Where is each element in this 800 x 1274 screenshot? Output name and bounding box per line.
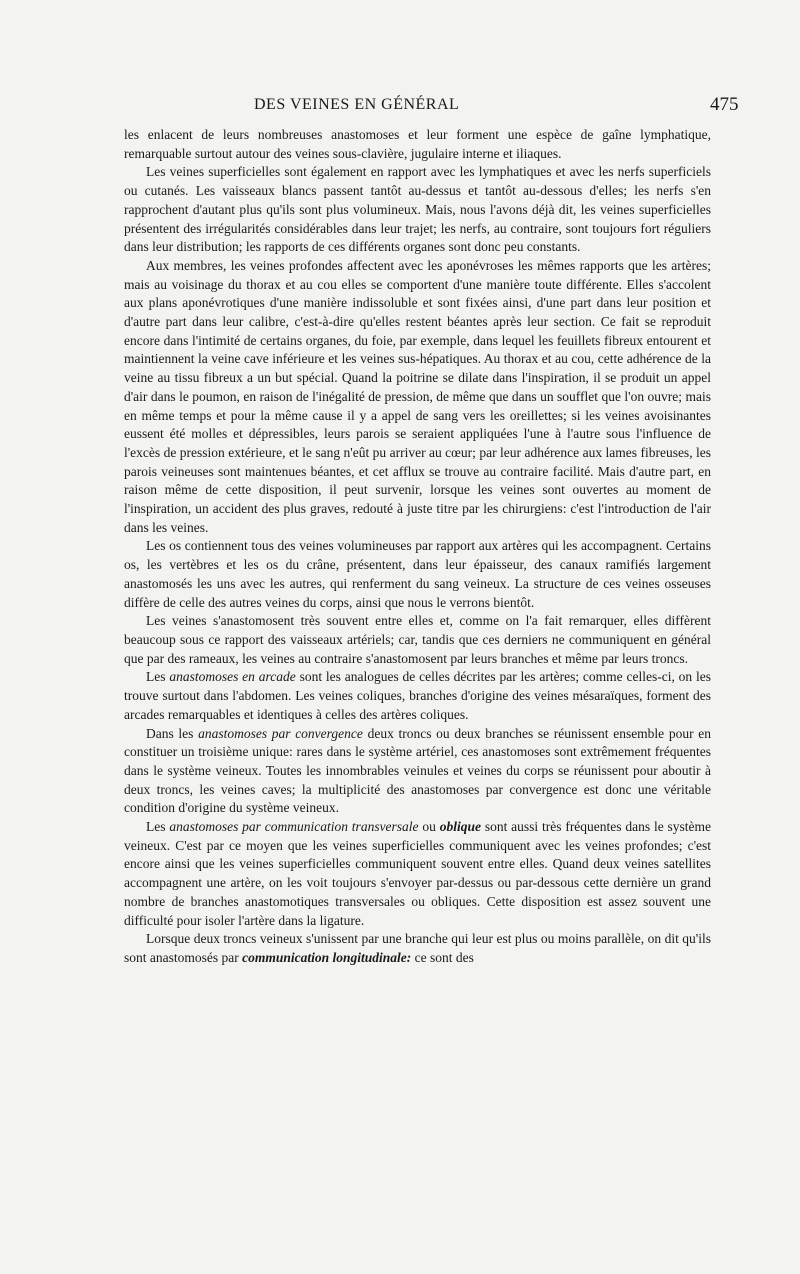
italic-term: anastomoses en arcade xyxy=(169,669,296,685)
text-run: Les os contiennent tous des veines volumineuses par rapport aux artères qui les accompagnent. Certains os, les vertèbres et les os du crâne, présentent, dans leur épaisseur, des canaux ramifiés largement anastomosés les uns avec les autres, qui renferment du sang veineux. La structure de ces veines osseuses diffère de celle des autres veines du corps, ainsi que nous le verrons bientôt. xyxy=(124,538,711,610)
page-header xyxy=(0,96,800,120)
paragraph xyxy=(124,930,711,967)
text-run: sont aussi très fréquentes dans le système veineux. C'est par ce moyen que les veines superficielles communiquent avec les veines profondes; c'est encore ainsi que les veines superficielles communiquent souvent entre elles. Quand deux veines satellites accompagnent une artère, on les voit toujours s'envoyer par-dessus ou par-dessous cette dernière un grand nombre de branches anastomotiques transversales ou obliques. Cette disposition est assez souvent une difficulté pour isoler l'artère dans la ligature. xyxy=(124,819,712,928)
body-text xyxy=(124,126,711,968)
text-run: Les xyxy=(146,819,170,835)
text-run: sont les analogues de celles décrites par les artères; comme celles-ci, on les trouve surtout dans l'abdomen. Les veines coliques, branches d'origine des veines mésaraïques, forment des arcades remarquables et identiques à celles des artères coliques. xyxy=(124,669,712,722)
text-run: Les veines s'anastomosent très souvent entre elles et, comme on l'a fait remarquer, elles diffèrent beaucoup sous ce rapport des vaisseaux artériels; car, tandis que ces derniers ne communiquent en général que par des rameaux, les veines au contraire s'anastomosent par leurs branches et même par leurs troncs. xyxy=(124,613,711,666)
running-head: DES VEINES EN GÉNÉRAL xyxy=(254,96,460,113)
paragraph xyxy=(124,612,711,668)
page-number: 475 xyxy=(710,94,739,115)
paragraph xyxy=(124,818,711,930)
text-run: Lorsque deux troncs veineux s'unissent par une branche qui leur est plus ou moins parallèle, on dit qu'ils sont anastomosés par xyxy=(124,931,711,965)
paragraph xyxy=(124,537,711,612)
italic-term: anastomoses par communication transversale xyxy=(169,819,419,835)
paragraph xyxy=(124,257,711,538)
text-run: deux troncs ou deux branches se réunissent ensemble pour en constituer un troisième unique: rares dans le système artériel, ces anastomoses sont extrêmement fréquentes dans le système veineux. Toutes les innombrables veinules et veines du corps se réunissent pour aboutir à deux troncs, les veines caves; la multiplicité des anastomoses par convergence est donc une véritable condition d'origine du système veineux. xyxy=(124,725,712,816)
paragraph xyxy=(124,725,711,819)
bold-italic-term: oblique xyxy=(439,819,481,835)
italic-term: anastomoses par convergence xyxy=(198,725,363,741)
bold-italic-term: communication longitudinale: xyxy=(242,949,412,965)
text-run: les enlacent de leurs nombreuses anastomoses et leur forment une espèce de gaîne lymphatique, remarquable surtout autour des veines sous-clavière, jugulaire interne et iliaques. xyxy=(124,127,711,161)
paragraph xyxy=(124,126,711,163)
text-run: ou xyxy=(418,819,440,835)
text-run: Aux membres, les veines profondes affectent avec les aponévroses les mêmes rapports que les artères; mais au voisinage du thorax et au cou elles se comportent d'une manière toute différente. Elles s'accolent aux plans aponévrotiques d'une manière indissoluble et sont fixées ainsi, d'une part dans leur position et d'autre part dans leur calibre, c'est-à-dire qu'elles restent béantes après leur section. Ce fait se reproduit encore dans l'intimité de certains organes, du foie, par exemple, dans lequel les feuillets fibreux entourent et maintiennent la veine cave inférieure et les veines sus-hépatiques. Au thorax et au cou, cette adhérence de la veine au tissu fibreux a un but spécial. Quand la poitrine se dilate dans l'inspiration, il se produit un appel d'air dans le poumon, en raison de l'inégalité de pression, de même que dans un soufflet que l'on ouvre; mais en même temps et pour la même cause il y a appel de sang vers les oreillettes; si les veines avoisinantes eussent été molles et dépressibles, leurs parois se seraient appliquées l'une à l'autre sous l'influence de l'excès de pression extérieure, et le sang n'eût pu arriver au cœur; par leur adhérence aux lames fibreuses, les parois veineuses sont maintenues béantes, et cet afflux se trouve au contraire facilité. Mais d'autre part, en raison même de cette disposition, il peut survenir, lorsque les veines sont ouvertes au moment de l'inspiration, un accident des plus graves, redouté à juste titre par les chirurgiens: c'est l'introduction de l'air dans les veines. xyxy=(124,257,711,535)
text-run: Les veines superficielles sont également en rapport avec les lymphatiques et avec les nerfs superficiels ou cutanés. Les vaisseaux blancs passent tantôt au-dessus et tantôt au-dessous d'elles; les nerfs s'en rapprochent d'autant plus qu'ils sont plus volumineux. Mais, nous l'avons déjà dit, les veines superficielles présentent des irrégularités considérables dans leur trajet; les nerfs, au contraire, sont toujours fort réguliers dans leur distribution; les rapports de ces différents organes sont donc peu constants. xyxy=(124,164,711,255)
text-run: ce sont des xyxy=(411,949,474,965)
text-run: Les xyxy=(146,669,170,685)
paragraph xyxy=(124,163,711,257)
paragraph xyxy=(124,668,711,724)
text-run: Dans les xyxy=(146,725,199,741)
